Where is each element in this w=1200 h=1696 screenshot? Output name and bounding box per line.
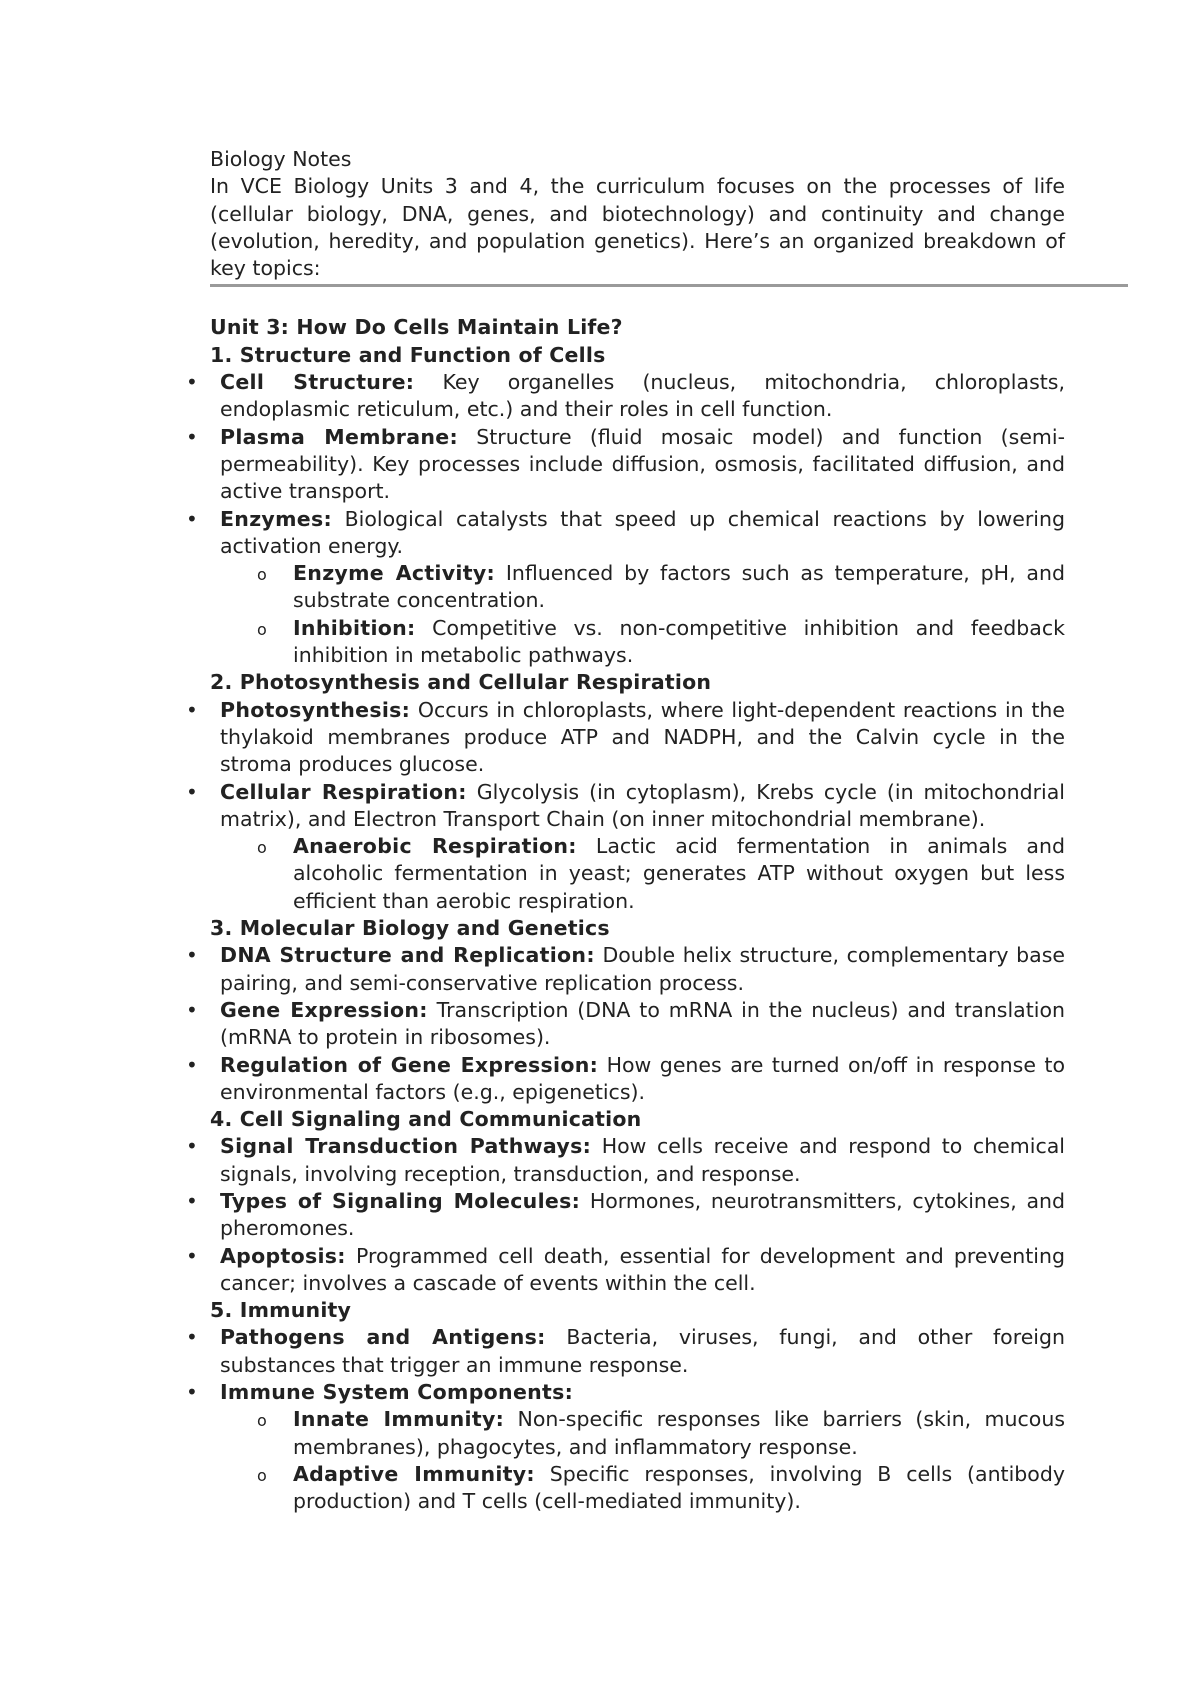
bullet-icon: • [186,370,198,395]
list-item: • Gene Expression: Transcription (DNA to mRNA in the nucleus) and translation (mRNA to protein in ribosomes). [186,997,1065,1050]
intro-paragraph: In VCE Biology Units 3 and 4, the curriculum focuses on the processes of life (cellular biology, DNA, genes, and biotechnology) and continuity and change (evolution, heredity, and population genetics). Here’s an organized breakdown of key topics: [210,174,1065,281]
list-item: • Apoptosis: Programmed cell death, essential for development and preventing cancer; involves a cascade of events within the cell. [186,1243,1065,1295]
sub-list-item: o Enzyme Activity: Influenced by factors such as temperature, pH, and substrate concentration. [257,561,1065,613]
list-item: • Immune System Components: [210,1379,1065,1406]
list-item: • DNA Structure and Replication: Double helix structure, complementary base pairing, and semi-conservative replication process. [186,943,1065,995]
bullet-icon: • [186,424,198,449]
sub-list-item: o Innate Immunity: Non-specific responses like barriers (skin, mucous membranes), phagocytes, and inflammatory response. [257,1407,1065,1459]
list-item: • Enzymes: Biological catalysts that speed up chemical reactions by lowering activation energy. [186,506,1065,558]
list-item: • Cellular Respiration: Glycolysis (in cytoplasm), Krebs cycle (in mitochondrial matrix), and Electron Transport Chain (on inner mitochondrial membrane). [186,779,1065,831]
circle-bullet-icon: o [257,619,267,639]
bullet-icon: • [186,1188,198,1213]
unit-heading: Unit 3: How Do Cells Maintain Life? [210,315,623,340]
list-item: • Cell Structure: Key organelles (nucleus, mitochondria, chloroplasts, endoplasmic reticulum, etc.) and their roles in cell function. [186,370,1065,422]
circle-bullet-icon: o [257,1465,267,1485]
section-heading: 3. Molecular Biology and Genetics [210,916,610,941]
list-item: • Signal Transduction Pathways: How cells receive and respond to chemical signals, involving reception, transduction, and response. [186,1134,1065,1186]
bullet-icon: • [186,1134,198,1159]
list-item: • Regulation of Gene Expression: How genes are turned on/off in response to environmental factors (e.g., epigenetics). [186,1052,1066,1104]
section-heading: 4. Cell Signaling and Communication [210,1107,642,1132]
document-page [186,146,1066,1516]
list-item: • Photosynthesis: Occurs in chloroplasts, where light-dependent reactions in the thylakoid membranes produce ATP and NADPH, and the Calvin cycle in the stroma produces glucose. [186,697,1065,777]
section-heading: 1. Structure and Function of Cells [210,342,606,367]
bullet-icon: • [186,943,198,968]
circle-bullet-icon: o [257,565,267,585]
bullet-icon: • [186,1380,198,1405]
document-title: Biology Notes [210,147,352,171]
bullet-icon: • [186,1243,198,1268]
sub-list-item: o Inhibition: Competitive vs. non-competitive inhibition and feedback inhibition in metabolic pathways. [257,615,1065,668]
circle-bullet-icon: o [257,838,267,858]
list-item: • Types of Signaling Molecules: Hormones, neurotransmitters, cytokines, and pheromones. [186,1188,1066,1241]
sub-list-item: o Adaptive Immunity: Specific responses, involving B cells (antibody production) and T cells (cell-mediated immunity). [257,1461,1065,1514]
list-item: • Plasma Membrane: Structure (fluid mosaic model) and function (semi-permeability). Key processes include diffusion, osmosis, facilitated diffusion, and active transport. [186,424,1065,504]
bullet-icon: • [186,506,198,531]
sub-list-item: o Anaerobic Respiration: Lactic acid fermentation in animals and alcoholic fermentation in yeast; generates ATP without oxygen but less efficient than aerobic respiration. [257,834,1066,913]
section-heading: 2. Photosynthesis and Cellular Respiration [210,670,712,695]
bullet-icon: • [186,779,198,804]
bullet-icon: • [186,997,198,1022]
list-item: • Pathogens and Antigens: Bacteria, viruses, fungi, and other foreign substances that trigger an immune response. [186,1325,1066,1377]
bullet-icon: • [186,697,198,722]
circle-bullet-icon: o [257,1411,267,1431]
bullet-icon: • [186,1325,198,1350]
bullet-icon: • [186,1052,198,1077]
section-heading: 5. Immunity [210,1298,352,1323]
